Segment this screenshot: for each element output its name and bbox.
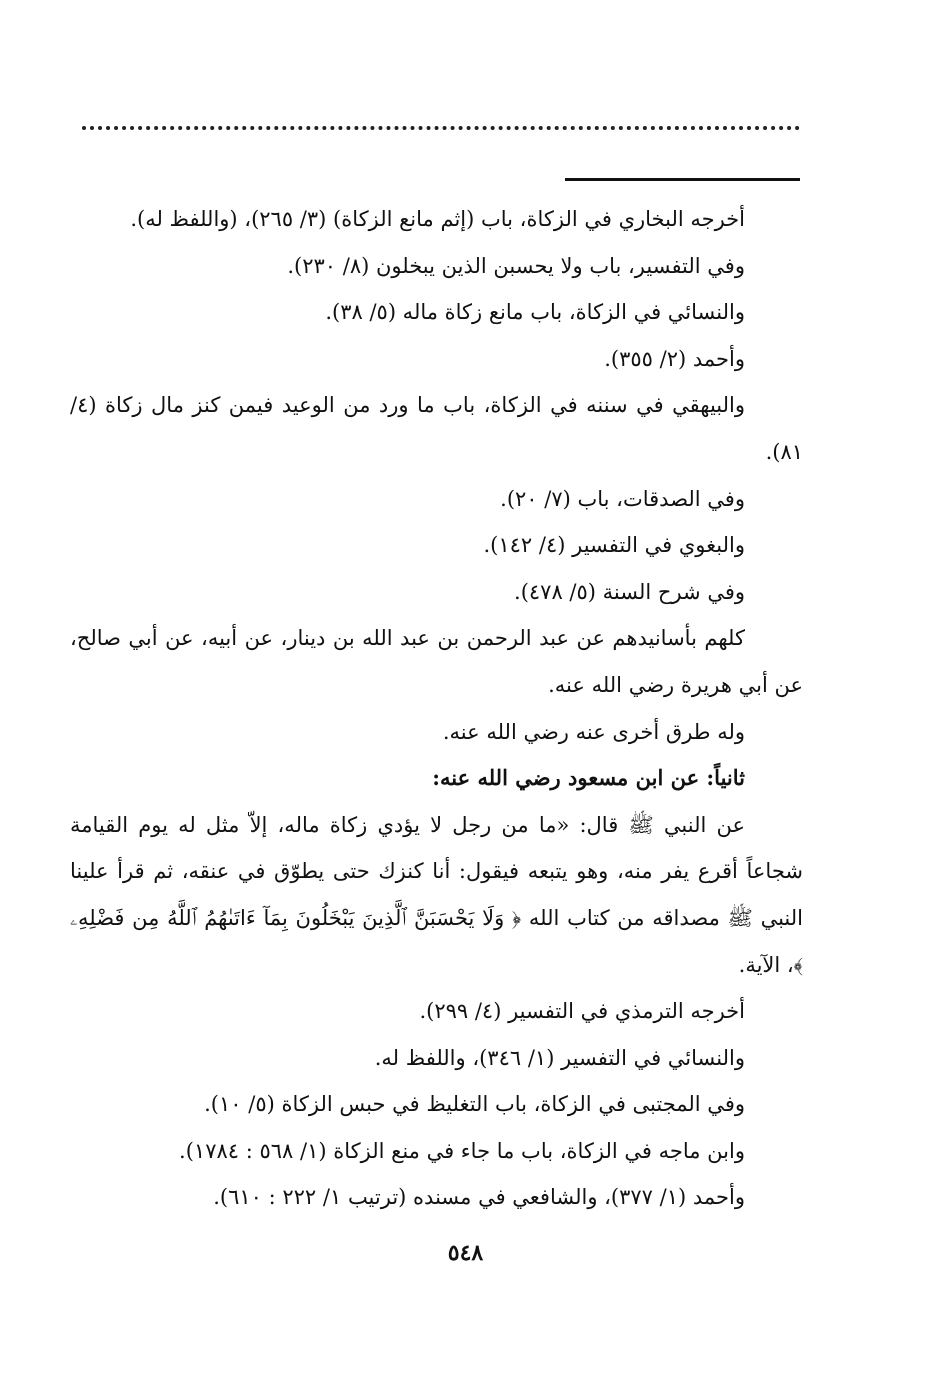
paragraph-p17: وأحمد (١/ ٣٧٧)، والشافعي في مسنده (ترتيب ١/ ٢٢٢ : ٦١٠).: [213, 1185, 745, 1210]
paragraph-p5: والبيهقي في سننه في الزكاة، باب ما ورد من الوعيد فيمن كنز مال زكاة (٤/ ٨١).: [70, 393, 803, 464]
paragraph-p12: عن النبي ﷺ قال: «ما من رجل لا يؤدي زكاة ماله، إلاّ مثل له يوم القيامة شجاعاً أقرع يفر منه، وهو يتبعه فيقول: أنا كنزك حتى يطوّق في عنقه، ثم قرأ علينا النبي ﷺ مصداقه من كتاب الله ﴿ وَلَا يَحْسَبَنَّ ٱلَّذِينَ يَبْخَلُونَ بِمَآ ءَاتَىٰهُمُ ٱللَّهُ مِن فَضْلِهِۦ ﴾، الآية.: [70, 812, 803, 977]
paragraph-p8: وفي شرح السنة (٥/ ٤٧٨).: [514, 579, 745, 604]
footnote-rule: [565, 178, 800, 181]
paragraph-p6: وفي الصدقات، باب (٧/ ٢٠).: [500, 486, 745, 511]
paragraph-p16: وابن ماجه في الزكاة، باب ما جاء في منع الزكاة (١/ ٥٦٨ : ١٧٨٤).: [179, 1138, 745, 1163]
paragraph-p9: كلهم بأسانيدهم عن عبد الرحمن بن عبد الله بن دينار، عن أبيه، عن أبي صالح، عن أبي هريرة رضي الله عنه.: [70, 626, 803, 697]
paragraph-p13: أخرجه الترمذي في التفسير (٤/ ٢٩٩).: [419, 999, 745, 1024]
paragraph-p7: والبغوي في التفسير (٤/ ١٤٢).: [483, 533, 745, 558]
footnote-text: [70, 196, 803, 1221]
paragraph-p3: والنسائي في الزكاة، باب مانع زكاة ماله (٥/ ٣٨).: [325, 300, 745, 325]
paragraph-p11: ثانياً: عن ابن مسعود رضي الله عنه:: [432, 765, 745, 791]
paragraph-p10: وله طرق أخرى عنه رضي الله عنه.: [442, 719, 745, 744]
dotted-separator: [82, 126, 800, 130]
paragraph-p2: وفي التفسير، باب ولا يحسبن الذين يبخلون (٨/ ٢٣٠).: [287, 253, 745, 278]
paragraph-p15: وفي المجتبى في الزكاة، باب التغليظ في حبس الزكاة (٥/ ١٠).: [204, 1092, 745, 1117]
paragraph-p4: وأحمد (٢/ ٣٥٥).: [604, 346, 745, 371]
paragraph-p14: والنسائي في التفسير (١/ ٣٤٦)، واللفظ له.: [374, 1045, 745, 1070]
page-number: ٥٤٨: [447, 1240, 484, 1266]
paragraph-p1: أخرجه البخاري في الزكاة، باب (إثم مانع الزكاة) (٣/ ٢٦٥)، (واللفظ له).: [130, 207, 745, 231]
